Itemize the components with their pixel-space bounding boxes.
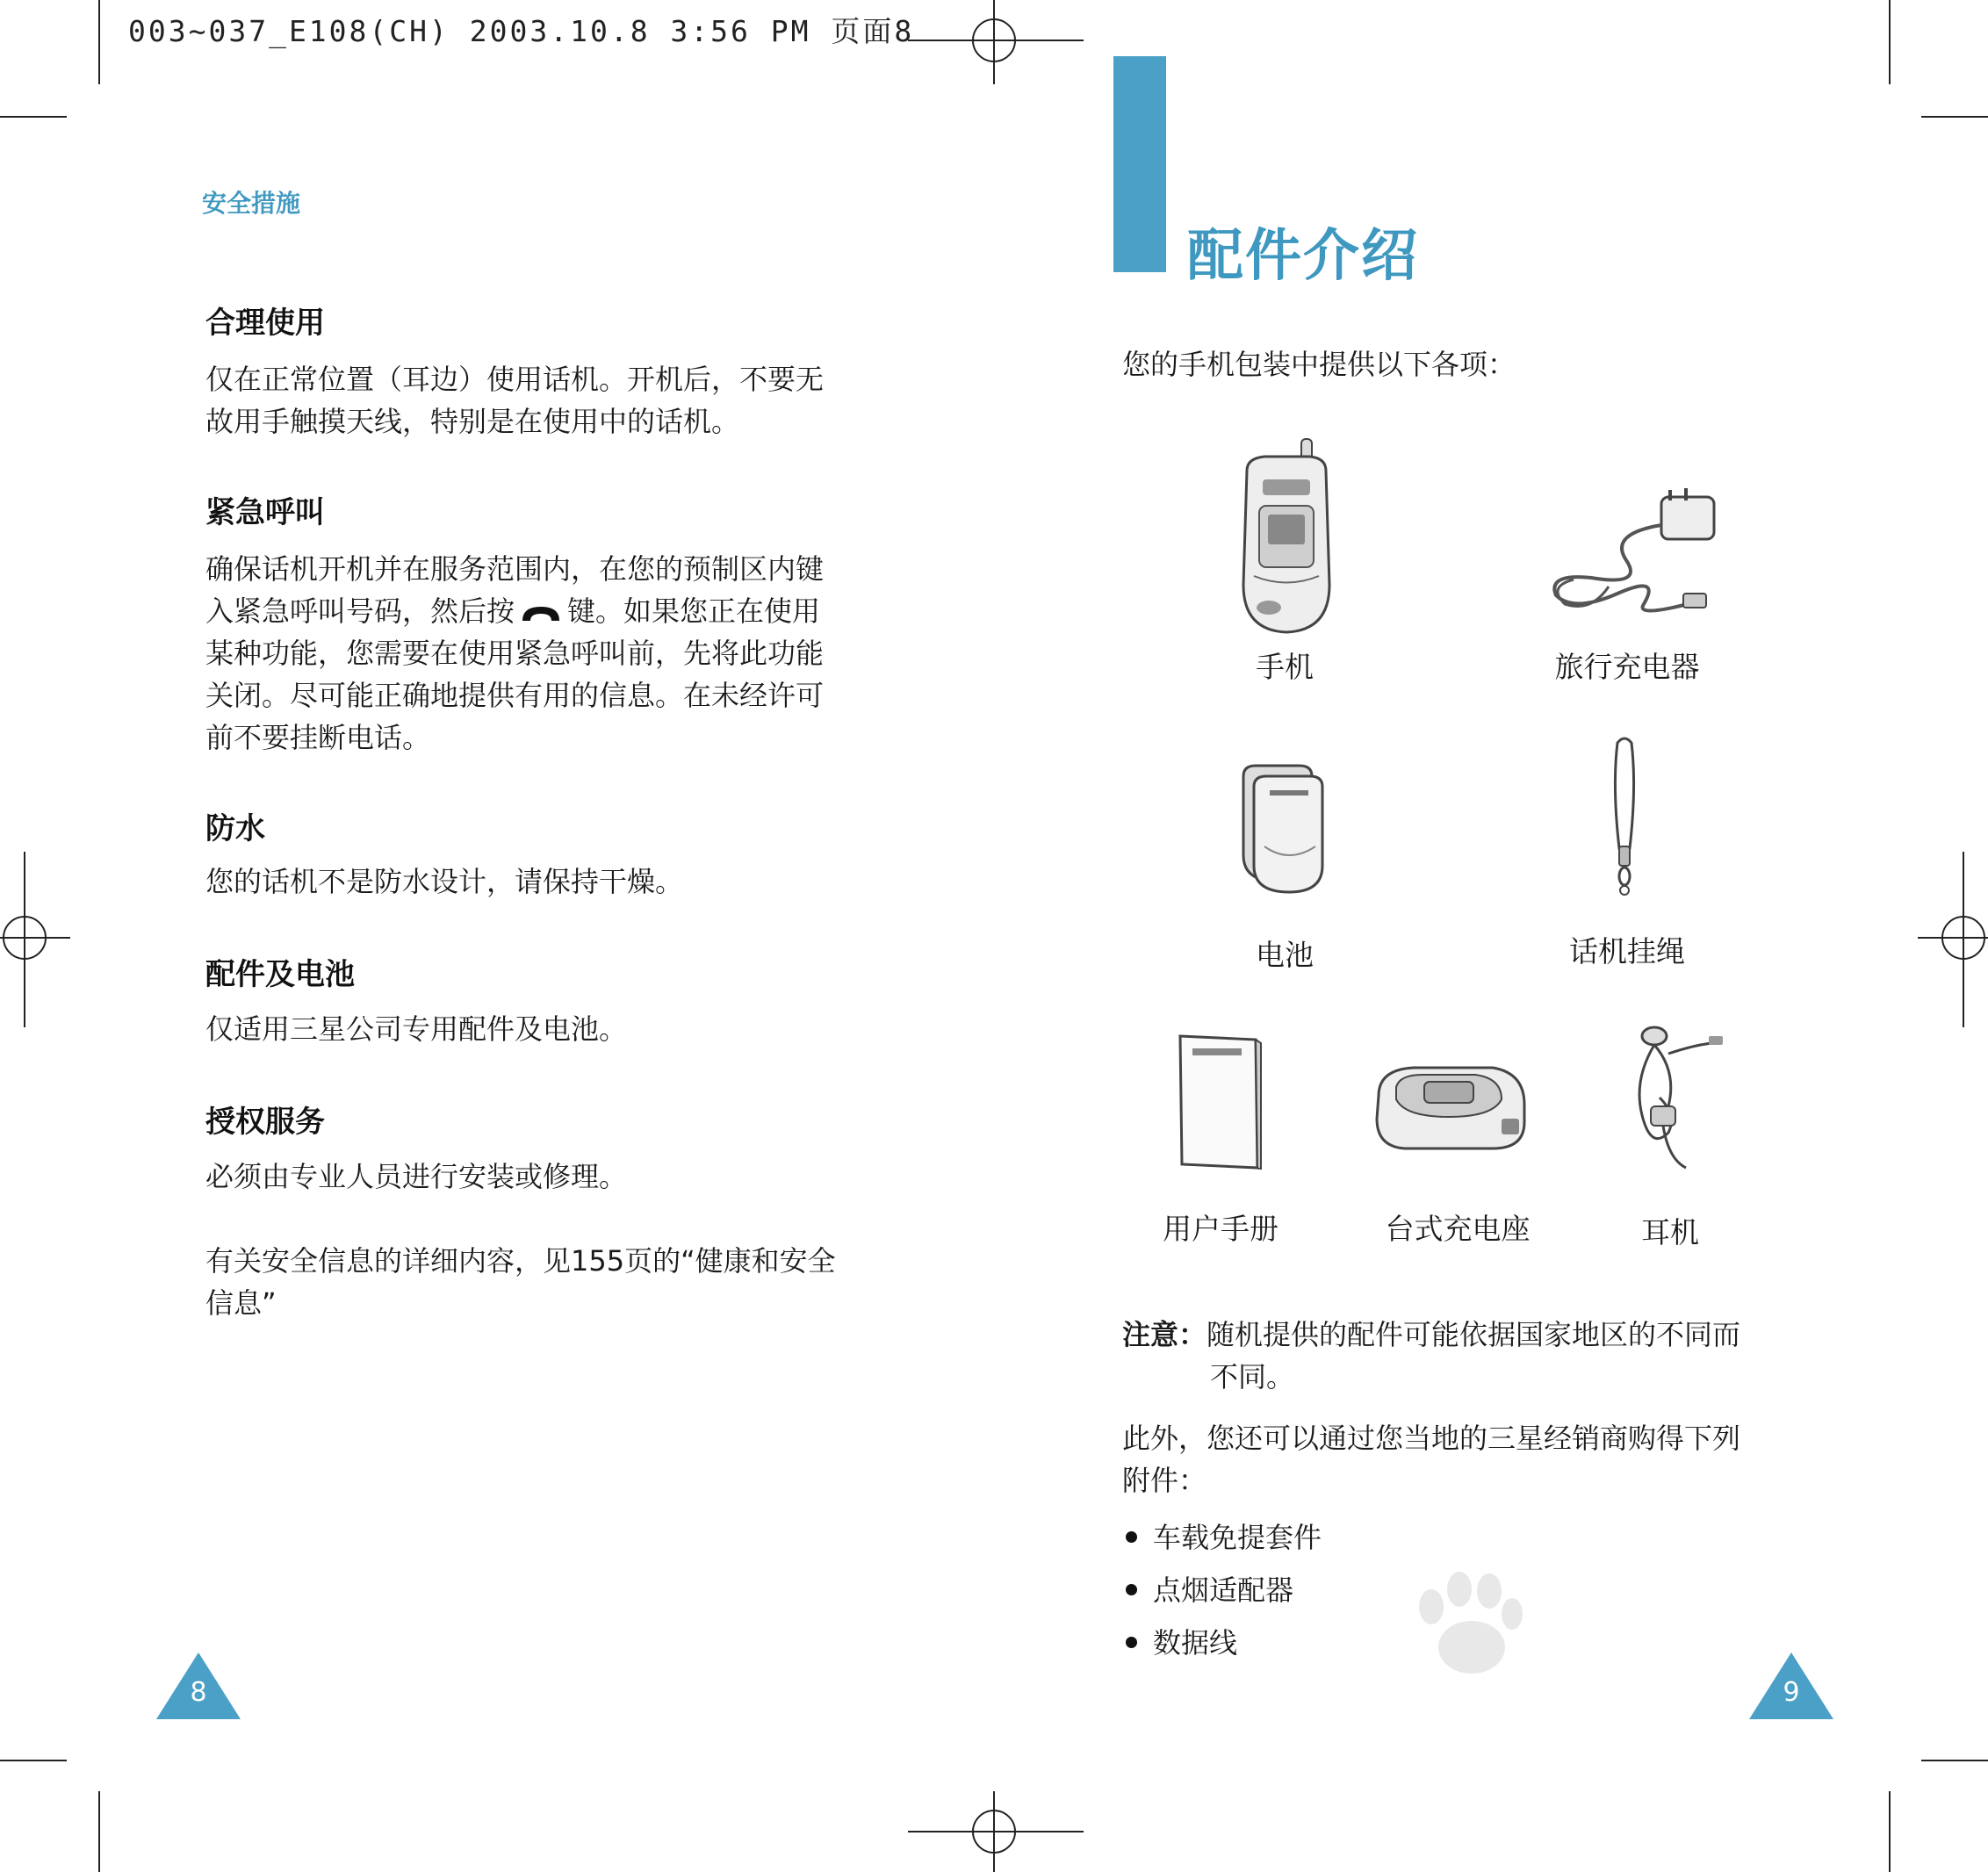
crop-mark: [0, 1760, 67, 1761]
closing-note: 有关安全信息的详细内容，见155页的“健康和安全 信息”: [205, 1244, 836, 1320]
earphone-icon: [1616, 1019, 1730, 1177]
battery-icon: [1235, 759, 1331, 899]
end-key-icon: [520, 601, 562, 624]
section-body: 仅在正常位置（耳边）使用话机。开机后，不要无 故用手触摸天线，特别是在使用中的话机。: [205, 363, 825, 438]
item-label: 话机挂绳: [1569, 934, 1685, 968]
desk-charger-icon: [1370, 1052, 1528, 1157]
section-heading: 授权服务: [205, 1105, 325, 1140]
crop-mark: [1921, 1760, 1988, 1761]
watermark-paw-icon: [1405, 1572, 1528, 1677]
section-body: 确保话机开机并在服务范围内，在您的预制区内键 入紧急呼叫号码，然后按 键。如果您正在使用 某种功能，您需要在使用紧急呼叫前，先将此功能 关闭。尽可能正确地提供有用的信息。在未经许可 前不要挂断电话。: [205, 552, 825, 754]
charger-icon: [1538, 481, 1732, 622]
section-body: 您的话机不是防水设计，请保持干燥。: [205, 865, 684, 898]
print-header: 003~037_E108(CH) 2003.10.8 3:56 PM 页面8: [128, 14, 915, 48]
phone-icon: [1229, 436, 1343, 637]
crop-mark: [1889, 0, 1891, 84]
manual-icon: [1175, 1029, 1263, 1170]
item-label: 手机: [1256, 650, 1314, 684]
crop-mark: [0, 116, 67, 118]
strap-icon: [1598, 734, 1651, 901]
running-head: 安全措施: [202, 189, 301, 218]
note: 注意：随机提供的配件可能依据国家地区的不同而 不同。: [1122, 1318, 1741, 1393]
item-label: 耳机: [1641, 1215, 1699, 1249]
section-heading: 紧急呼叫: [205, 495, 325, 530]
list-item: 点烟适配器: [1126, 1568, 1293, 1609]
registration-mark-bottom: [908, 1791, 1084, 1872]
section-heading: 配件及电池: [205, 957, 355, 992]
item-label: 电池: [1256, 938, 1314, 972]
registration-mark-left: [0, 852, 70, 1027]
extra-accessories-text: 此外，您还可以通过您当地的三星经销商购得下列 附件：: [1122, 1422, 1741, 1497]
section-body: 必须由专业人员进行安装或修理。: [205, 1160, 628, 1193]
item-label: 旅行充电器: [1554, 650, 1700, 684]
crop-mark: [1889, 1791, 1891, 1872]
crop-mark: [1921, 116, 1988, 118]
chapter-title: 配件介绍: [1187, 224, 1419, 289]
note-label: 注意：: [1122, 1318, 1207, 1351]
section-body: 仅适用三星公司专用配件及电池。: [205, 1012, 628, 1046]
registration-mark-top: [908, 0, 1084, 84]
list-item: 数据线: [1126, 1621, 1237, 1661]
intro-text: 您的手机包装中提供以下各项：: [1122, 348, 1516, 381]
page-number: 9: [1783, 1677, 1800, 1708]
item-label: 台式充电座: [1385, 1212, 1531, 1246]
registration-mark-right: [1918, 852, 1988, 1027]
chapter-bar: [1113, 56, 1166, 272]
section-heading: 防水: [205, 811, 265, 846]
section-heading: 合理使用: [205, 306, 325, 341]
list-item: 车载免提套件: [1126, 1516, 1322, 1556]
page-number: 8: [190, 1677, 207, 1708]
crop-mark: [98, 1791, 100, 1872]
crop-mark: [98, 0, 100, 84]
item-label: 用户手册: [1163, 1212, 1279, 1246]
